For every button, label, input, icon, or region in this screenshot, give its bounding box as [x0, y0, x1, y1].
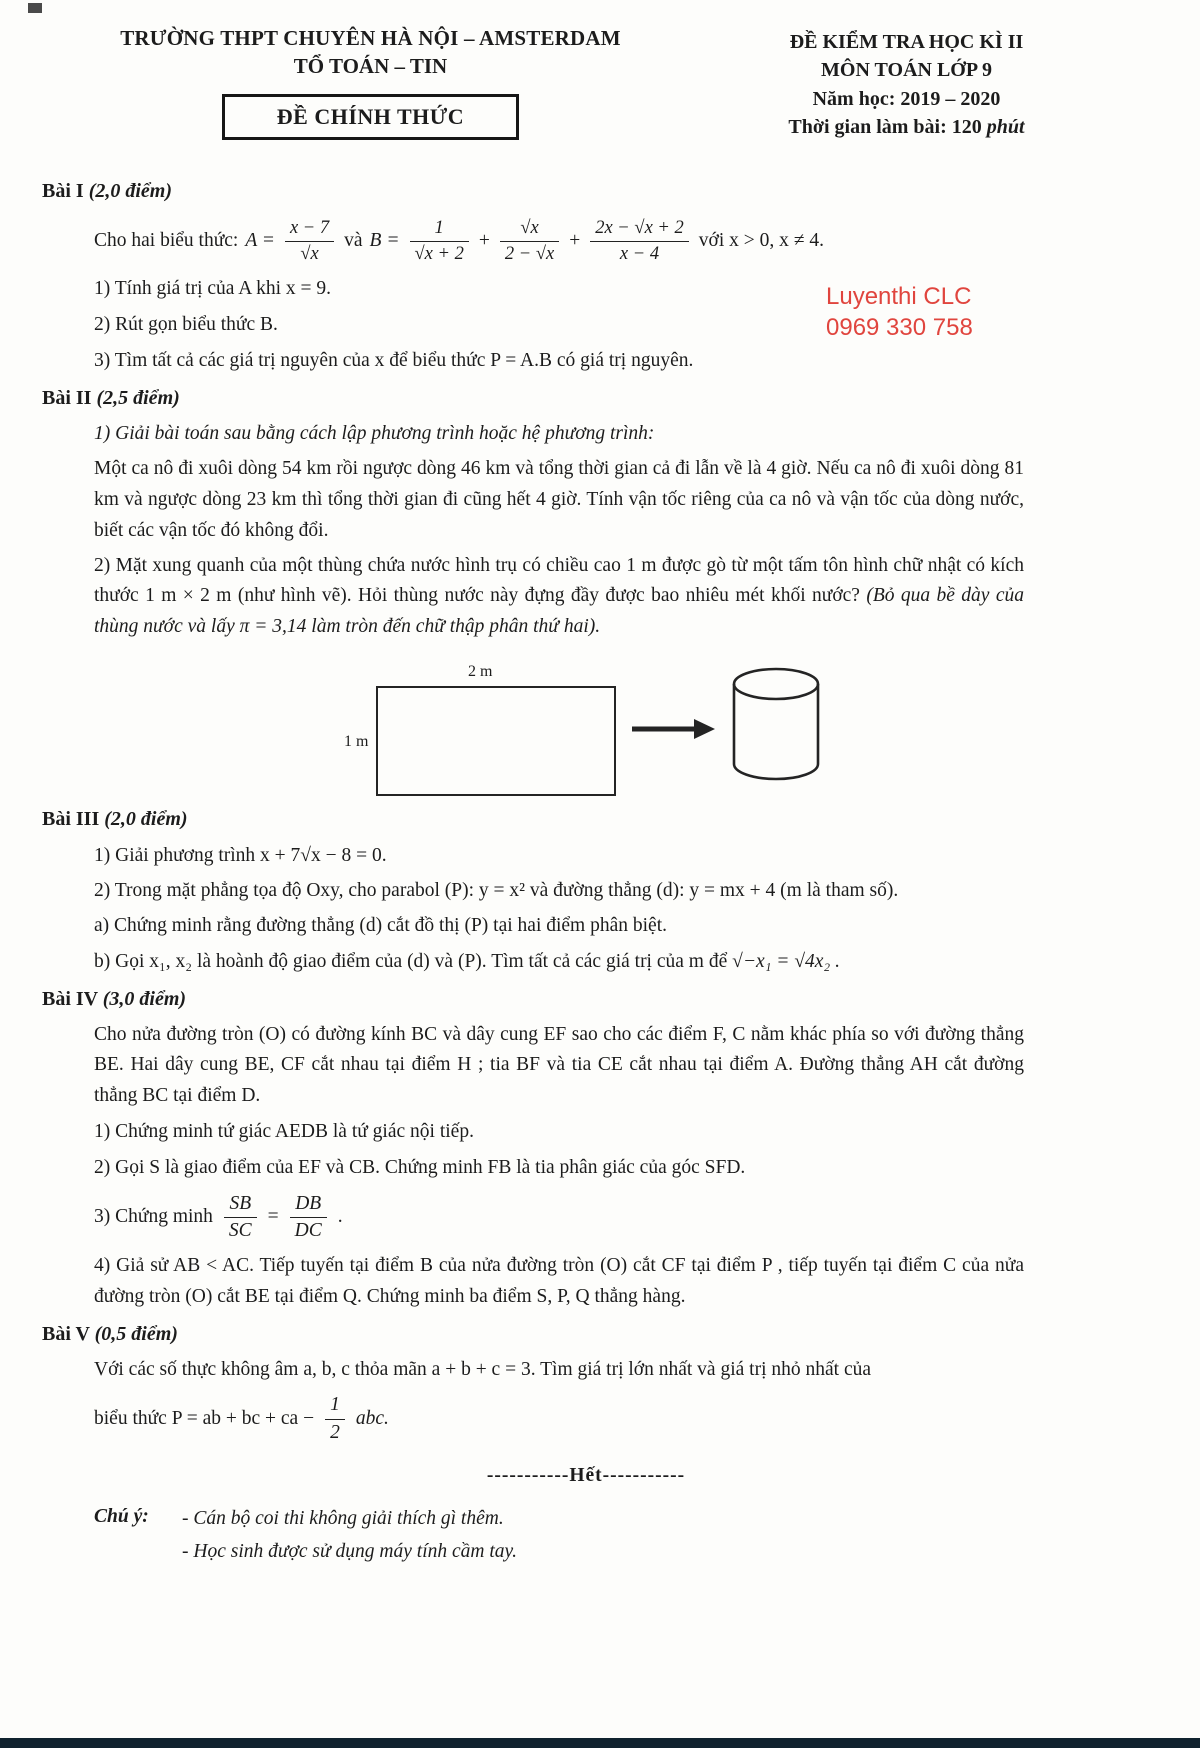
school-name: TRƯỜNG THPT CHUYÊN HÀ NỘI – AMSTERDAM	[120, 26, 621, 50]
problem-text: 2) Mặt xung quanh của một thùng chứa nước hình trụ có chiều cao 1 m được gò từ một tấm tôn hình chữ nhật có kích thước 1 m × 2 m (như hình vẽ). Hỏi thùng nước này đựng đầy được bao nhiêu mét khối nước?	[94, 554, 1024, 607]
section-number: Bài III	[42, 808, 100, 831]
fraction-DB-DC: $\frac{DB}{DC}$	[290, 1192, 327, 1244]
condition-text: với x > 0, x ≠ 4.	[698, 230, 824, 252]
note-line: - Cán bộ coi thi không giải thích gì thêm.	[182, 1507, 504, 1529]
expression-line	[94, 1393, 1024, 1445]
width-label: 2 m	[468, 662, 493, 680]
section-points: (2,5 điểm)	[96, 386, 180, 409]
watermark-name: Luyenthi CLC	[826, 283, 972, 310]
section-points: (2,0 điểm)	[88, 179, 172, 202]
exam-subject: MÔN TOÁN LỚP 9	[821, 59, 992, 82]
cylinder-figure	[344, 659, 1024, 796]
exam-body	[0, 142, 1200, 1568]
fraction-B2: $\frac{√x}{2 - √x}$	[500, 217, 559, 266]
expression-tail: abc.	[355, 1407, 389, 1429]
B-lhs: B =	[369, 230, 400, 252]
end-marker: -----------Hết-----------	[486, 1465, 686, 1487]
question-paragraph: 4) Giả sử AB < AC. Tiếp tuyến tại điểm B của nửa đường tròn (O) cắt CF tại điểm P , tiếp tuyến tại điểm C của nửa đường tròn (O) cắt BE tại điểm Q. Chứng minh ba điểm S, P, Q thẳng hàng.	[94, 1255, 1024, 1308]
question-line: 2) Gọi S là giao điểm của EF và CB. Chứng minh FB là tia phân giác của góc SFD.	[94, 1156, 746, 1178]
question-line: 2) Rút gọn biểu thức B.	[94, 314, 278, 336]
section-bai-3	[42, 804, 1130, 978]
question-paragraph: 2) Trong mặt phẳng tọa độ Oxy, cho parabol (P): y = x² và đường thẳng (d): y = mx + 4 (m là tham số).	[94, 879, 899, 901]
school-year: Năm học: 2019 – 2020	[812, 87, 1001, 110]
exam-title: ĐỀ KIỂM TRA HỌC KÌ II	[789, 31, 1024, 53]
plus-sign: +	[478, 230, 490, 252]
section-title	[42, 383, 1130, 415]
problem-note: (Bỏ qua bề dày của thùng nước và lấy π = 3,14 làm tròn đến chữ thập phân thứ hai).	[94, 585, 1024, 638]
period: .	[337, 1206, 343, 1228]
section-title	[42, 1319, 1130, 1351]
section-number: Bài I	[42, 179, 84, 202]
fraction-SB-SC: $\frac{SB}{SC}$	[224, 1192, 257, 1244]
section-bai-5	[42, 1319, 1130, 1445]
section-points: (2,0 điểm)	[104, 808, 188, 831]
exam-duration	[653, 113, 1160, 141]
question-line	[94, 947, 1024, 978]
equation-text: √−x₁ = √4x₂ .	[732, 951, 840, 973]
section-number: Bài V	[42, 1322, 90, 1345]
plus-sign: +	[569, 230, 581, 252]
section-title	[42, 176, 1130, 208]
expression-definition	[94, 217, 1024, 266]
note-line: - Học sinh được sử dụng máy tính cầm tay.	[182, 1540, 517, 1562]
section-title	[42, 984, 1130, 1016]
A-lhs: A =	[245, 230, 275, 252]
notes-label: Chú ý:	[94, 1505, 149, 1527]
section-bai-1	[42, 176, 1130, 377]
question-line: 1) Giải phương trình x + 7√x − 8 = 0.	[94, 844, 387, 866]
section-bai-2	[42, 383, 1130, 796]
equals-sign: =	[267, 1206, 279, 1228]
section-bai-4	[42, 984, 1130, 1313]
section-number: Bài IV	[42, 988, 98, 1011]
fraction-B3: $\frac{2x - √x + 2}{x - 4}$	[590, 217, 689, 266]
intro-text: Cho hai biểu thức:	[94, 230, 239, 252]
bottom-scan-bar	[0, 1738, 1200, 1748]
cylinder-drawing	[730, 667, 822, 794]
section-title	[42, 804, 1130, 836]
height-label: 1 m	[344, 732, 369, 750]
question-label: 1) Giải bài toán sau bằng cách lập phương trình hoặc hệ phương trình:	[94, 423, 655, 445]
problem-paragraph	[94, 551, 1024, 643]
question-line: 1) Tính giá trị của A khi x = 9.	[94, 278, 332, 300]
exam-header	[0, 0, 1200, 142]
question-line: 1) Chứng minh tứ giác AEDB là tứ giác nội tiếp.	[94, 1121, 474, 1142]
header-right	[653, 26, 1160, 142]
scan-artifact	[28, 3, 42, 13]
expression-text: biểu thức P = ab + bc + ca −	[94, 1407, 315, 1429]
fraction-half: $\frac{1}{2}$	[325, 1393, 345, 1445]
problem-paragraph: Một ca nô đi xuôi dòng 54 km rồi ngược dòng 46 km và tổng thời gian cả đi lẫn về là 4 giờ. Nếu ca nô đi xuôi dòng 81 km và ngược dòng 23 km thì tổng thời gian đi cũng hết 4 giờ. Tính vận tốc riêng của ca nô và vận tốc của dòng nước, biết các vận tốc đó không đổi.	[94, 458, 1024, 541]
exam-notes	[94, 1502, 1130, 1568]
question-text: b) Gọi x₁, x₂ là hoành độ giao điểm của (d) và (P). Tìm tất cả các giá trị của m để	[94, 951, 728, 973]
section-points: (3,0 điểm)	[102, 988, 187, 1011]
problem-paragraph: Cho nửa đường tròn (O) có đường kính BC và dây cung EF sao cho các điểm F, C nằm khác phía so với đường thẳng BE. Hai dây cung BE, CF cắt nhau tại điểm H ; tia BF và tia CE cắt nhau tại điểm A. Đường thẳng AH cắt đường thẳng BC tại điểm D.	[94, 1023, 1024, 1107]
department-name: TỔ TOÁN – TIN	[293, 54, 448, 78]
header-left	[88, 26, 653, 142]
rectangle-sheet	[376, 686, 616, 796]
and-text: và	[344, 230, 363, 252]
arrow-right-icon	[630, 717, 716, 752]
sheet-diagram	[344, 659, 616, 796]
problem-paragraph: Với các số thực không âm a, b, c thỏa mãn a + b + c = 3. Tìm giá trị lớn nhất và giá trị nhỏ nhất của	[94, 1358, 872, 1380]
duration-text: Thời gian làm bài: 120	[788, 116, 982, 139]
section-points: (0,5 điểm)	[94, 1322, 178, 1345]
watermark-phone: 0969 330 758	[826, 314, 973, 342]
watermark	[826, 281, 973, 343]
official-exam-badge: ĐỀ CHÍNH THỨC	[222, 94, 519, 140]
fraction-A: $\frac{x - 7}{√x}$	[285, 217, 334, 266]
question-line: a) Chứng minh rằng đường thẳng (d) cắt đồ thị (P) tại hai điểm phân biệt.	[94, 915, 667, 937]
question-line-fraction	[94, 1192, 1024, 1244]
section-number: Bài II	[42, 386, 92, 409]
question-text: 3) Chứng minh	[94, 1206, 213, 1228]
fraction-B1: $\frac{1}{√x + 2}$	[410, 217, 469, 266]
duration-unit: phút	[986, 116, 1025, 139]
question-line: 3) Tìm tất cả các giá trị nguyên của x để biểu thức P = A.B có giá trị nguyên.	[94, 350, 694, 371]
